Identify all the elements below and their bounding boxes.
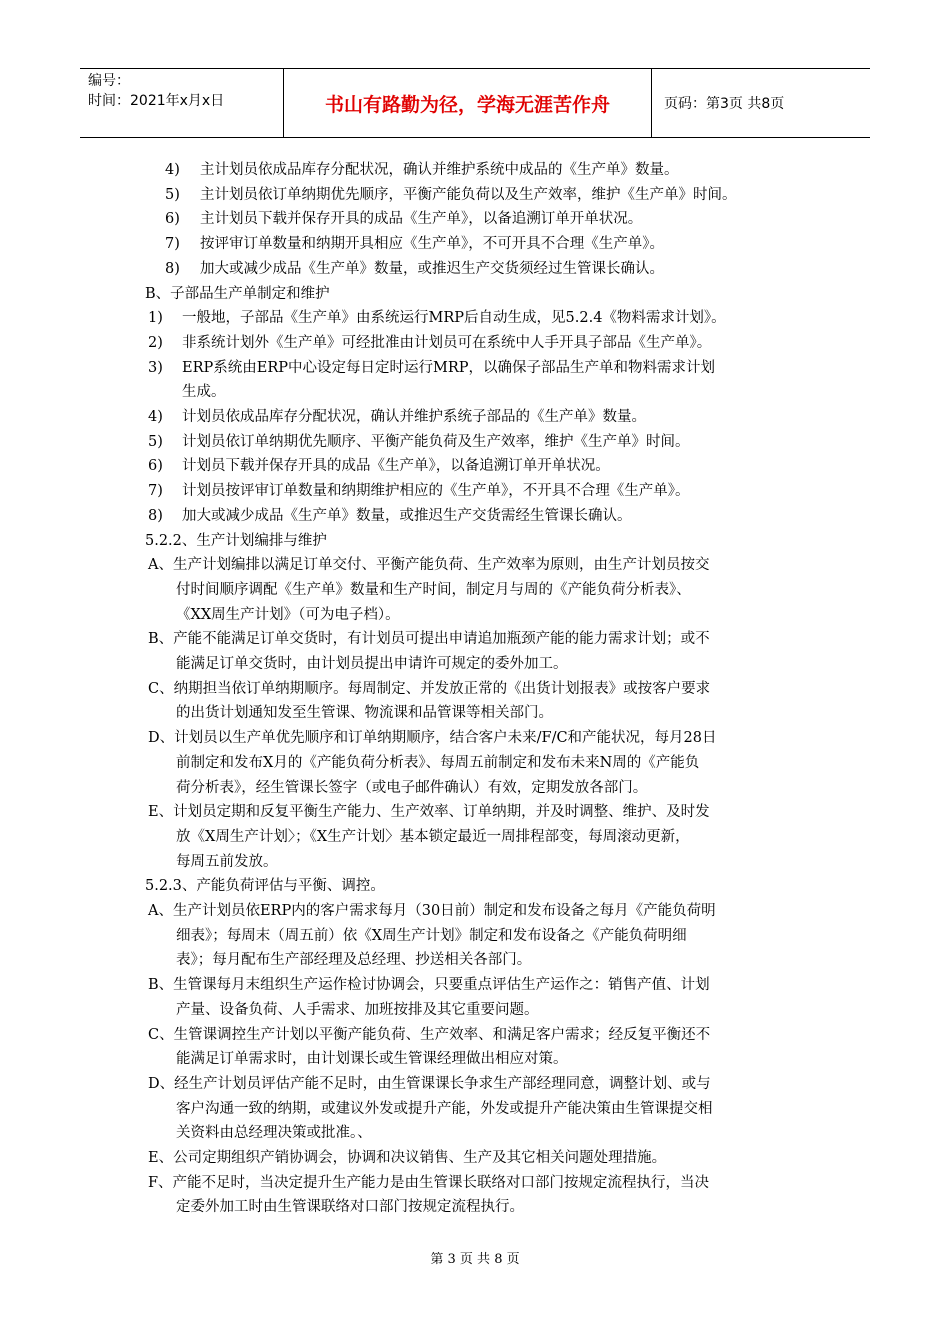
paragraph-line: A、生产计划编排以满足订单交付、平衡产能负荷、生产效率为原则，由生产计划员按交 (148, 557, 710, 574)
list-item-text: 一般地，子部品《生产单》由系统运行MRP后自动生成，见5.2.4《物料需求计划》。 (182, 310, 726, 327)
paragraph-line: A、生产计划员依ERP内的客户需求每月（30日前）制定和发布设备之每月《产能负荷明 (148, 903, 716, 919)
paragraph-line: 表》；每月配布生产部经理及总经理、抄送相关各部门。 (176, 952, 532, 969)
paragraph-line: 关资料由总经理决策或批准。、 (176, 1125, 372, 1142)
list-item-text: 主计划员下载并保存开具的成品《生产单》，以备追溯订单开单状况。 (200, 211, 643, 228)
paragraph-line: 前制定和发布X月的《产能负荷分析表》、每周五前制定和发布未来N周的《产能负 (176, 754, 700, 771)
list-item-text: 计划员依成品库存分配状况，确认并维护系统子部品的《生产单》数量。 (182, 409, 646, 425)
paragraph-line: 能满足订单需求时，由计划课长或生管课经理做出相应对策。 (176, 1051, 568, 1068)
list-item-number: 4) (148, 409, 163, 425)
list-item-number: 6) (165, 211, 180, 228)
paragraph-line: F、产能不足时，当决定提升生产能力是由生管课长联络对口部门按规定流程执行，当决 (148, 1174, 710, 1191)
paragraph-line: 定委外加工时由生管课联络对口部门按规定流程执行。 (176, 1199, 524, 1216)
list-item-number: 8) (165, 260, 180, 277)
list-item-number: 6) (148, 458, 163, 475)
list-item-text: 计划员按评审订单数量和纳期维护相应的《生产单》，不开具不合理《生产单》。 (182, 483, 690, 500)
header-page-number: 页码：第3页 共8页 (664, 96, 785, 112)
list-item-number: 5) (148, 433, 163, 450)
doc-date: 时间：2021年x月x日 (88, 93, 225, 109)
paragraph-line: D、计划员以生产单优先顺序和订单纳期顺序，结合客户未来/F/C和产能状况，每月28日 (148, 730, 717, 747)
list-item-text: 加大或减少成品《生产单》数量，或推迟生产交货须经过生管课长确认。 (200, 260, 664, 277)
doc-number: 编号： (88, 73, 130, 89)
list-item-text: ERP系统由ERP中心设定每日定时运行MRP，以确保子部品生产单和物料需求计划 (182, 359, 716, 376)
list-item-text: 计划员依订单纳期优先顺序、平衡产能负荷及生产效率，维护《生产单》时间。 (182, 433, 690, 450)
paragraph-line: C、生管课调控生产计划以平衡产能负荷、生产效率、和满足客户需求；经反复平衡还不 (148, 1026, 711, 1043)
list-item-number: 7) (165, 236, 180, 253)
list-item-text: 主计划员依成品库存分配状况，确认并维护系统中成品的《生产单》数量。 (200, 162, 679, 178)
paragraph-line: 荷分析表》，经生管课长签字（或电子邮件确认）有效，定期发放各部门。 (176, 779, 648, 796)
paragraph-line: 《XX周生产计划》（可为电子档）。 (176, 606, 400, 623)
paragraph-line: B、生管课每月末组织生产运作检讨协调会，只要重点评估生产运作之：销售产值、计划 (148, 977, 710, 994)
list-item-number: 2) (148, 334, 163, 351)
paragraph-line: E、计划员定期和反复平衡生产能力、生产效率、订单纳期，并及时调整、维护、及时发 (148, 804, 710, 821)
paragraph-line: 细表》；每周末（周五前）依《X周生产计划》制定和发布设备之《产能负荷明细 (176, 927, 687, 944)
section-heading: 5.2.3、产能负荷评估与平衡、调控。 (145, 878, 385, 895)
paragraph-line: B、产能不能满足订单交货时，有计划员可提出申请追加瓶颈产能的能力需求计划；或不 (148, 631, 710, 648)
list-item-text: 生成。 (182, 384, 226, 401)
list-item-text: 非系统计划外《生产单》可经批准由计划员可在系统中人手开具子部品《生产单》。 (182, 334, 712, 351)
list-item-text: 主计划员依订单纳期优先顺序，平衡产能负荷以及生产效率，维护《生产单》时间。 (200, 186, 737, 203)
list-item-number: 4) (165, 162, 180, 178)
header-motto: 书山有路勤为径，学海无涯苦作舟 (284, 69, 652, 137)
paragraph-line: 放《X周生产计划〉；《X生产计划〉基本锁定最近一周排程部变，每周滚动更新， (176, 828, 690, 845)
paragraph-line: E、公司定期组织产销协调会，协调和决议销售、生产及其它相关问题处理措施。 (148, 1150, 667, 1166)
header-meta (80, 69, 284, 137)
paragraph-line: 付时间顺序调配《生产单》数量和生产时间，制定月与周的《产能负荷分析表》、 (176, 581, 691, 598)
section-heading: B、子部品生产单制定和维护 (145, 285, 330, 302)
paragraph-line: 每周五前发放。 (176, 853, 278, 870)
paragraph-line: C、纳期担当依订单纳期顺序。每周制定、并发放正常的《出货计划报表》或按客户要求 (148, 680, 711, 697)
list-item-text: 加大或减少成品《生产单》数量，或推迟生产交货需经生管课长确认。 (182, 507, 632, 524)
list-item-number: 3) (148, 359, 163, 376)
list-item-text: 计划员下载并保存开具的成品《生产单》，以备追溯订单开单状况。 (182, 458, 610, 475)
page-footer: 第 3 页 共 8 页 (430, 1252, 520, 1267)
section-heading: 5.2.2、生产计划编排与维护 (145, 532, 327, 549)
paragraph-line: 客户沟通一致的纳期，或建议外发或提升产能，外发或提升产能决策由生管课提交相 (176, 1100, 713, 1117)
paragraph-line: 的出货计划通知发至生管课、物流课和品管课等相关部门。 (176, 705, 553, 722)
paragraph-line: 产量、设备负荷、人手需求、加班按排及其它重要问题。 (176, 1001, 539, 1018)
paragraph-line: D、经生产计划员评估产能不足时，由生管课课长争求生产部经理同意，调整计划、或与 (148, 1075, 711, 1092)
paragraph-line: 能满足订单交货时，由计划员提出申请许可规定的委外加工。 (176, 656, 568, 672)
list-item-number: 8) (148, 507, 163, 524)
list-item-number: 7) (148, 483, 163, 500)
page-header (80, 68, 870, 138)
list-item-text: 按评审订单数量和纳期开具相应《生产单》，不可开具不合理《生产单》。 (200, 236, 664, 253)
list-item-number: 1) (148, 310, 163, 327)
list-item-number: 5) (165, 186, 180, 203)
